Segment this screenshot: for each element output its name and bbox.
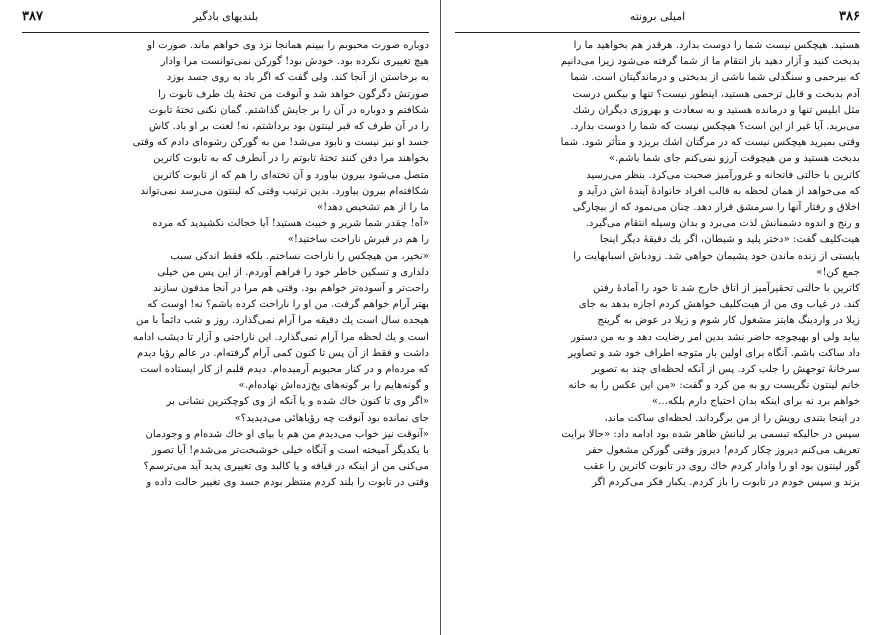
text-line: که می‌خواهد از همان لحظه به قالب افراد خانوادهٔ آیندهٔ اش درآید و	[578, 185, 860, 197]
text-line: زیلا در واردینگ هایتز مشغول کار شوم و زیلا در عوض به گرینج	[597, 315, 860, 327]
right-body-text	[455, 38, 860, 627]
text-line: داد ساکت باشم. آنگاه برای اولین بار متوجه اطراف خود شد و تصاویر	[568, 347, 860, 359]
text-line: دوباره صورت محبوبم را ببینم همانجا نزد وی خواهم ماند. صورت او	[147, 40, 429, 51]
text-line: بدبخت هستید و من هیچوقت آرزو نمی‌کنم جای شما باشم.»	[608, 153, 860, 165]
left-page-header	[22, 6, 429, 28]
text-line: آدم بدبخت و قابل ترحمی هستید، اینطور نیست؟ تنها و بیکس درست	[572, 88, 860, 100]
text-line: داشت و فقط از آن پس تا کنون کمی آرام گرفته‌ام. در عالم رؤیا دیدم	[136, 347, 429, 359]
text-line: گور لینتون بود او را وادار کردم خاك روی در تابوت کاترین را عقب	[583, 461, 860, 473]
text-line: و گونه‌هایم را بر گونه‌های یخ‌زده‌اش نهاده‌ام.»	[238, 380, 429, 392]
text-line: ما را از هم تشخیص دهد!»	[316, 202, 429, 214]
right-page	[441, 0, 882, 635]
text-line: هیت‌کلیف گفت: «دختر پلید و شیطان، اگر یك دقیقهٔ دیگر اینجا	[599, 234, 860, 246]
text-line: سرخانهٔ توجهش را جلب کرد. پس از آنکه لحظه‌ای چند به تصویر	[591, 364, 860, 376]
left-page-number: ۳۸۷	[22, 9, 43, 24]
text-line: کاترین با حالتی فاتحانه و غرورآمیز صحبت می‌کرد. بنظر می‌رسید	[586, 169, 860, 181]
text-line: بهتر آرام خواهم گرفت. من او را ناراحت کرده باشم؟ نه! اوست که	[147, 299, 429, 311]
text-line: متصل می‌شود بیرون بیاورد و آن تخته‌ای را هم که از تابوت کاترین	[152, 169, 429, 181]
text-line: را در آن طرف که قبر لینتون بود برداشتم، نه! لعنت بر او باد. کاش	[148, 121, 429, 133]
text-line: مثل ابلیس تنها و درمانده هستید و به سعادت و بهروزی دیگران رشك	[572, 104, 860, 116]
left-header-rule	[22, 32, 429, 33]
left-body-text	[22, 38, 429, 627]
text-line: است و یك لحظه مرا آرام نمی‌گذارد. این ناراحتی و آزار تا دیشب ادامه	[133, 331, 429, 343]
text-line: صورتش دگرگون خواهد شد و آنوقت من تختهٔ یك طرف تابوت را	[158, 88, 429, 100]
text-line: راحت‌تر و آسوده‌تر خواهم بود. وقتی هم مرا در آنجا مدفون سازند	[153, 283, 429, 295]
text-line: کند. در غیاب وی من از هیت‌کلیف خواهش کردم اجازه بدهد به جای	[578, 299, 860, 311]
text-line: «آنوقت نیز خواب می‌دیدم من هم با بیای او خاك شده‌ام و وجودمان	[145, 428, 429, 440]
text-line: هستید. هیچکس نیست شما را دوست بدارد. هرقدر هم بخواهید ما را	[573, 40, 860, 51]
text-line: «آه! چقدر شما شریر و خبیث هستید! آیا خجالت نکشیدید که مرده	[152, 218, 429, 230]
text-line: تعریف می‌کنم دیروز چکار کردم! دیروز وقتی گورکن مشغول حفر	[586, 445, 860, 457]
text-line: اخلاق و رفتار آنها را سرمشق قرار دهد. چنان می‌نمود که از بیچارگی	[572, 202, 860, 214]
text-line: بدبخت کنید و آزار دهید باز انتقام ما از شما گرفته می‌شود زیرا می‌دانیم	[560, 56, 860, 68]
text-line: «اگر وی تا کنون خاك شده و یا آنکه از وی کوچکترین نشانی بر	[166, 396, 429, 408]
text-line: شکافتم و دوباره در آن را بر جایش گذاشتم. گمان نکنی تختهٔ تابوت	[148, 104, 429, 116]
text-line: «نخیر، من هیچکس را ناراحت نساختم. بلکه فقط اندکی سبب	[170, 250, 429, 262]
right-header-rule	[455, 32, 860, 33]
text-line: خانم لینتون نگریست رو به من کرد و گفت: «من این عکس را به خانه	[568, 380, 860, 392]
text-line: که بیرحمی و سنگدلی شما ناشی از بدبختی و درماندگیتان است. شما	[570, 72, 860, 84]
text-line: کاترین با حالتی تحقیرآمیز از اتاق خارج شد تا خود را آمادهٔ رفتن	[593, 283, 860, 295]
text-line: هیچ تغییری نکرده بود. خودش بود! گورکن نمی‌توانست مرا وادار	[160, 56, 429, 68]
text-line: هیجده سال است یك دقیقه مرا آرام نمی‌گذارد. روز و شب دائماً با من	[135, 315, 429, 327]
text-line: به برخاستن از آنجا کند. ولی گفت که اگر باد به روی جسد بوزد	[166, 72, 429, 84]
text-line: شکافته‌ام بیرون بیاورد. بدین ترتیب وقتی که لینتون می‌رسد نمی‌تواند	[140, 185, 429, 197]
text-line: خواهم برد نه برای اینکه بدان احتیاج دارم بلکه...»	[651, 396, 860, 408]
left-running-title: بلندیهای بادگیر	[192, 10, 259, 23]
text-line: جسد او نیز نیست و نابود می‌شد! من به گورکن رشوه‌ای دادم که وقتی	[132, 137, 429, 149]
text-line: وقتی در تابوت را بلند کردم منتظر بودم جسد وی تغییر حالت داده و	[146, 477, 429, 489]
text-line: جمع کن!»	[816, 266, 860, 278]
text-line: با یکدیگر آمیخته است و آنگاه خیلی خوشبخت‌تر می‌شدم! آیا تصور	[151, 445, 429, 457]
text-line: و رنج و اندوه دشمنانش لذت می‌برد و بدان وسیله انتقام می‌گیرد.	[585, 218, 860, 230]
right-page-header	[455, 6, 860, 28]
text-line: بایستی از زنده ماندن خود پشیمان خواهی شد. زودباش اسبابهایت را	[573, 250, 860, 262]
text-line: بیاید ولی او بهیچوجه حاضر نشد بدین امر رضایت دهد و به من دستور	[571, 331, 860, 343]
text-line: بزند و سپس خودم در تابوت را باز کردم. یکبار فکر می‌کردم اگر	[592, 477, 860, 489]
text-line: وقتی بمیرید هیچکس نیست که در مرگتان اشك بریزد و متأثر شود. شما	[560, 137, 860, 149]
text-line: می‌کنی من از اینکه در قیافه و یا کالبد وی تغییری پدید آید می‌ترسم؟	[143, 461, 429, 473]
text-line: سپس در حالیکه تبسمی بر لبانش ظاهر شده بود ادامه داد: «حالا برایت	[561, 428, 860, 440]
text-line: می‌برید. آیا غیر از این است؟ هیچکس نیست که شما را دوست بدارد.	[570, 121, 860, 133]
text-line: بخواهند مرا دفن کنند تختهٔ تابوتم را در آنطرف که به تابوت کاترین	[153, 153, 429, 165]
text-line: را هم در قبرش ناراحت ساختید!»	[287, 234, 429, 246]
right-running-title: امیلی برونته	[629, 10, 686, 23]
text-line: که مرده‌ام و در کنار محبوبم آرمیده‌ام. دیدم قلبم از کار ایستاده است	[140, 364, 429, 376]
right-page-number: ۳۸۶	[839, 9, 860, 24]
text-line: جای نمانده بود آنوقت چه رؤیاهائی می‌دیدید؟»	[234, 412, 429, 424]
text-line: در اینجا بتندی رویش را از من برگرداند. لحظه‌ای ساکت ماند،	[604, 412, 860, 424]
text-line: دلداری و تسکین خاطر خود را فراهم آوردم. از این پس من خیلی	[157, 266, 429, 278]
